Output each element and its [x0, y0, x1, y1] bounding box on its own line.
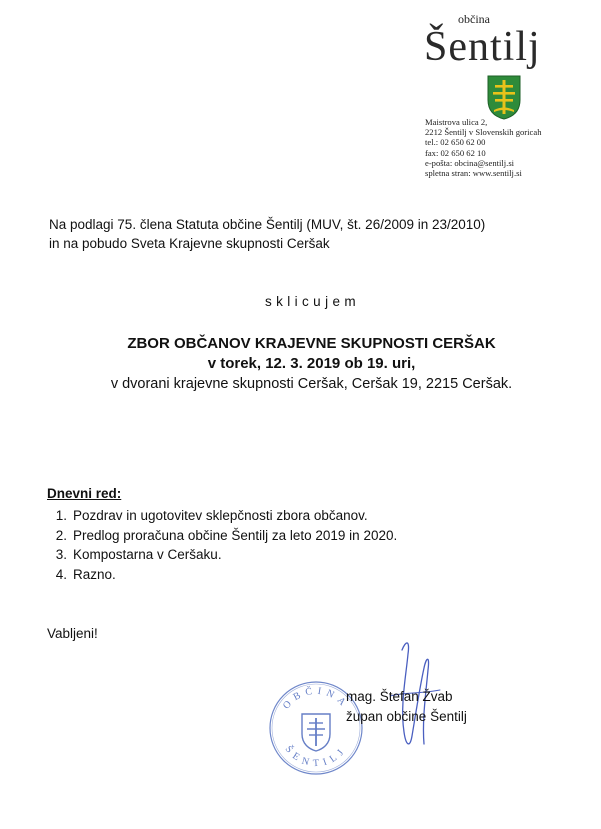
agenda-item-text: Predlog proračuna občine Šentilj za leto 2019 in 2020.	[73, 527, 398, 543]
signer-role: župan občine Šentilj	[346, 709, 467, 724]
agenda-item-text: Razno.	[73, 566, 116, 582]
intro-line: Na podlagi 75. člena Statuta občine Šentilj (MUV, št. 26/2009 in 23/2010)	[49, 217, 486, 232]
stamp-crest-icon	[302, 714, 330, 751]
contact-address	[425, 117, 542, 178]
greeting: Vabljeni!	[47, 626, 98, 641]
agenda-heading: Dnevni red:	[47, 486, 122, 501]
address-line: Maistrova ulica 2,	[425, 117, 488, 127]
address-line: tel.: 02 650 62 00	[425, 137, 486, 148]
address-line: spletna stran: www.sentilj.si	[425, 168, 522, 179]
agenda-item	[47, 545, 397, 565]
meeting-date: v torek, 12. 3. 2019 ob 19. uri,	[207, 355, 416, 372]
convene-word: sklicujem	[264, 294, 361, 309]
agenda-item-number: 4.	[55, 566, 67, 582]
agenda-item-number: 2.	[55, 527, 67, 543]
crest-icon	[486, 74, 522, 120]
stamp-bottom-text: ŠENTILJ	[282, 743, 350, 770]
stamp-top-text: OBČINA	[280, 685, 352, 712]
agenda-list	[47, 506, 397, 584]
agenda-item-text: Pozdrav in ugotovitev sklepčnosti zbora občanov.	[73, 508, 368, 523]
signer-name: mag. Štefan Žvab	[346, 689, 453, 704]
agenda-item-number: 3.	[55, 547, 67, 562]
agenda-item-number: 1.	[55, 508, 67, 523]
agenda-item-text: Kompostarna v Ceršaku.	[73, 547, 222, 562]
intro-line: in na pobudo Sveta Krajevne skupnosti Ceršak	[49, 236, 330, 251]
logo-small-text: občina	[458, 12, 490, 26]
meeting-title: ZBOR OBČANOV KRAJEVNE SKUPNOSTI CERŠAK	[127, 335, 496, 352]
address-line: e-pošta: obcina@sentilj.si	[425, 157, 515, 168]
address-line: 2212 Šentilj v Slovenskih goricah	[425, 127, 542, 138]
meeting-title-block	[0, 334, 601, 395]
signer-block	[346, 687, 467, 727]
logo-name: Šentilj	[424, 24, 541, 70]
intro-paragraph	[49, 215, 485, 253]
agenda-item	[47, 526, 397, 546]
municipality-logo	[420, 12, 580, 117]
agenda-item	[47, 506, 397, 526]
agenda	[47, 485, 397, 584]
meeting-location: v dvorani krajevne skupnosti Ceršak, Ceršak 19, 2215 Ceršak.	[110, 376, 513, 392]
address-line: fax: 02 650 62 10	[425, 147, 486, 158]
agenda-item	[47, 565, 397, 585]
